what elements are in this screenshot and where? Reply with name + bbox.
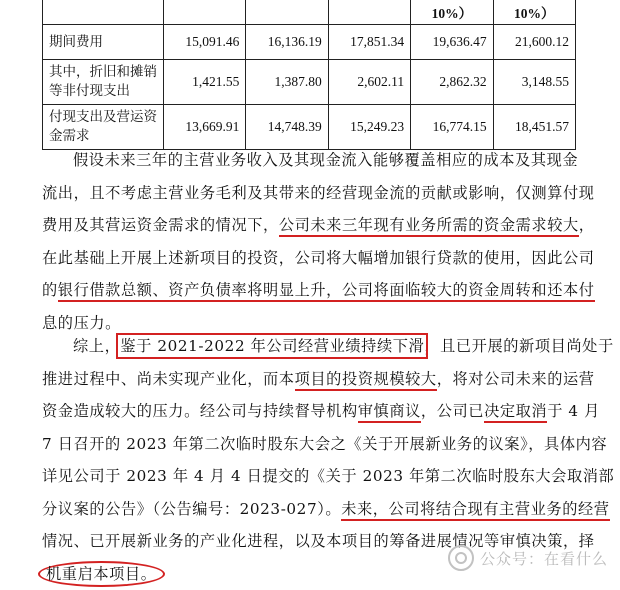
table-cell: 1,421.55: [164, 60, 246, 105]
header-cell: [43, 0, 164, 25]
highlight-decided-cancel: 决定取消: [484, 402, 547, 423]
header-cell: 10%）: [493, 0, 575, 25]
table-cell: 15,091.46: [164, 25, 246, 60]
highlight-funding-demand: 公司未来三年现有业务所需的资金需求较大: [279, 216, 579, 237]
table-cell: 16,774.15: [411, 105, 493, 150]
row-label: 期间费用: [43, 25, 164, 60]
text-run: 在此基础上开展上述新项目的投资，公司将大幅增加银行贷款的使用，因此公司: [42, 249, 595, 267]
text-line: [42, 428, 578, 461]
text-line: [42, 144, 578, 177]
text-run: 详见公司于 2023 年 4 月 4 日提交的《关于 2023 年第二次临时股东大会取消部: [42, 467, 614, 485]
table-row: [43, 60, 576, 105]
boxed-performance-decline: 鉴于 2021-2022 年公司经营业绩持续下滑: [120, 337, 424, 355]
text-run: ，且已开展的新项目尚处于: [424, 337, 613, 355]
text-run: 推进过程中、尚未实现产业化，而本: [42, 370, 295, 388]
watermark-text: 公众号：在看什么: [480, 548, 608, 569]
text-run: ，将对公司未来的运营: [437, 370, 595, 388]
table-cell: 13,669.91: [164, 105, 246, 150]
header-cell: [328, 0, 410, 25]
row-label: 其中，折旧和摊销等非付现支出: [43, 60, 164, 105]
row-label: 付现支出及营运资金需求: [43, 105, 164, 150]
text-line: [42, 363, 578, 396]
text-run: 的: [42, 281, 58, 299]
table-header-row: [43, 0, 576, 25]
text-run: 于 4 月: [547, 402, 600, 420]
text-line: [42, 460, 578, 493]
text-line: [42, 274, 578, 307]
table-cell: 14,748.39: [246, 105, 328, 150]
table-cell: 18,451.57: [493, 105, 575, 150]
table-row: [43, 105, 576, 150]
text-run: 假设未来三年的主营业务收入及其现金流入能够覆盖相应的成本及其现金: [73, 151, 578, 169]
text-run: 费用及其营运资金需求的情况下，: [42, 216, 279, 234]
highlight-future-plan: 未来，公司将结合现有主营业务的经营: [341, 500, 609, 521]
text-run: 7 日召开的 2023 年第二次临时股东大会之《关于开展新业务的议案》，具体内容: [42, 435, 607, 453]
header-cell: [164, 0, 246, 25]
text-line: [42, 395, 578, 428]
financial-table: [42, 0, 576, 150]
text-run: ，: [579, 216, 595, 234]
highlight-investment-scale: 项目的投资规模较大: [295, 370, 437, 391]
watermark: [448, 545, 608, 571]
text-run: 情况、已开展新业务的产业化进程，以及本项目的筹备进展情况等审慎决策，择: [42, 532, 595, 550]
text-run: 分议案的公告》（公告编号：2023-027）。: [42, 500, 341, 518]
table-row: [43, 25, 576, 60]
text-run: 息的压力。: [42, 314, 121, 332]
text-line: [42, 493, 578, 526]
text-line: [42, 330, 578, 363]
text-line: [42, 242, 578, 275]
paragraph-funding-pressure: [42, 144, 578, 339]
text-run: 综上，: [73, 337, 120, 355]
text-run: 资金造成较大的压力。经公司与持续督导机构: [42, 402, 358, 420]
table-cell: 17,851.34: [328, 25, 410, 60]
table-cell: 15,249.23: [328, 105, 410, 150]
text-line: [42, 209, 578, 242]
table-cell: 21,600.12: [493, 25, 575, 60]
table-cell: 2,862.32: [411, 60, 493, 105]
text-run: ，公司已: [421, 402, 484, 420]
highlight-debt-pressure: 银行借款总额、资产负债率将明显上升，公司将面临较大的资金周转和还本付: [58, 281, 595, 302]
table-cell: 2,602.11: [328, 60, 410, 105]
text-line: [42, 177, 578, 210]
header-cell: 10%）: [411, 0, 493, 25]
header-cell: [246, 0, 328, 25]
text-run: 流出，且不考虑主营业务毛利及其带来的经营现金流的贡献或影响，仅测算付现: [42, 184, 595, 202]
table-cell: 1,387.80: [246, 60, 328, 105]
highlight-careful-discussion: 审慎商议: [358, 402, 421, 423]
table-cell: 3,148.55: [493, 60, 575, 105]
table-cell: 19,636.47: [411, 25, 493, 60]
snowball-logo-icon: [448, 545, 474, 571]
circled-restart-project: 机重启本项目。: [38, 561, 165, 587]
table-cell: 16,136.19: [246, 25, 328, 60]
